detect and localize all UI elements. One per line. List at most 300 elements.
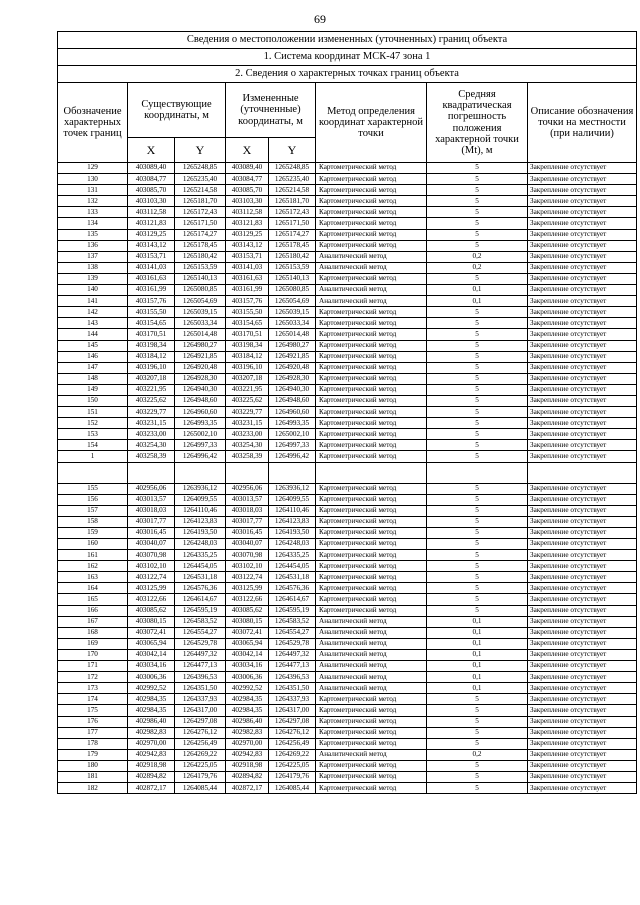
method-cell: Картометрический метод <box>316 440 427 451</box>
error-cell: 0,1 <box>427 616 528 627</box>
table-row <box>58 407 637 418</box>
changed-x-cell: 403143,12 <box>226 240 269 251</box>
method-cell: Картометрический метод <box>316 727 427 738</box>
existing-y-cell: 1264276,12 <box>175 727 226 738</box>
description-cell: Закрепление отсутствует <box>528 418 637 429</box>
existing-y-cell: 1264269,22 <box>175 749 226 760</box>
changed-x-cell: 403198,34 <box>226 340 269 351</box>
description-cell: Закрепление отсутствует <box>528 494 637 505</box>
table-title: Сведения о местоположении измененных (уточненных) границ объекта <box>58 32 637 49</box>
existing-x-cell: 403121,83 <box>128 218 175 229</box>
existing-y-cell: 1265174,27 <box>175 229 226 240</box>
error-cell: 5 <box>427 727 528 738</box>
existing-y-cell: 1265248,85 <box>175 163 226 174</box>
existing-y-cell: 1264225,05 <box>175 760 226 771</box>
changed-x-cell: 403161,63 <box>226 273 269 284</box>
point-number-cell: 137 <box>58 251 128 262</box>
changed-x-cell: 403221,95 <box>226 384 269 395</box>
error-cell: 5 <box>427 594 528 605</box>
table-row <box>58 572 637 583</box>
table-row <box>58 251 637 262</box>
table-row <box>58 307 637 318</box>
point-number-cell: 148 <box>58 373 128 384</box>
existing-y-cell: 1264193,50 <box>175 527 226 538</box>
existing-y-cell: 1265033,34 <box>175 318 226 329</box>
point-number-cell: 153 <box>58 429 128 440</box>
existing-x-cell: 403229,77 <box>128 407 175 418</box>
error-cell: 0,1 <box>427 296 528 307</box>
point-number-cell: 149 <box>58 384 128 395</box>
changed-x-cell: 403184,12 <box>226 351 269 362</box>
changed-x-cell: 403196,10 <box>226 362 269 373</box>
existing-y-cell: 1265180,42 <box>175 251 226 262</box>
changed-x-cell: 403085,70 <box>226 185 269 196</box>
existing-x-cell: 403161,99 <box>128 285 175 296</box>
changed-y-cell: 1264996,42 <box>269 451 316 462</box>
existing-x-cell: 402984,35 <box>128 705 175 716</box>
column-header-error: Средняя квадратическая погрешность положения характерной точки (Mt), м <box>427 83 528 163</box>
changed-y-cell: 1264351,50 <box>269 683 316 694</box>
error-cell: 0,1 <box>427 627 528 638</box>
error-cell: 5 <box>427 527 528 538</box>
changed-x-cell: 403006,36 <box>226 672 269 683</box>
table-row <box>58 218 637 229</box>
point-number-cell: 129 <box>58 163 128 174</box>
table-row <box>58 273 637 284</box>
table-row <box>58 262 637 273</box>
changed-y-cell: 1264940,30 <box>269 384 316 395</box>
point-number-cell: 145 <box>58 340 128 351</box>
table-row <box>58 749 637 760</box>
changed-y-cell: 1264123,83 <box>269 516 316 527</box>
section-title: 2. Сведения о характерных точках границ объекта <box>58 66 637 83</box>
existing-y-cell: 1264614,67 <box>175 594 226 605</box>
table-row <box>58 163 637 174</box>
error-cell: 5 <box>427 207 528 218</box>
changed-x-cell: 403254,30 <box>226 440 269 451</box>
existing-x-cell: 403153,71 <box>128 251 175 262</box>
changed-y-cell: 1264614,67 <box>269 594 316 605</box>
method-cell: Картометрический метод <box>316 527 427 538</box>
changed-x-cell: 402984,35 <box>226 705 269 716</box>
point-number-cell: 150 <box>58 395 128 406</box>
existing-y-cell: 1265014,48 <box>175 329 226 340</box>
point-number-cell: 182 <box>58 783 128 794</box>
point-number-cell: 164 <box>58 583 128 594</box>
table-row <box>58 384 637 395</box>
method-cell: Аналитический метод <box>316 749 427 760</box>
point-number-cell: 171 <box>58 661 128 672</box>
error-cell: 5 <box>427 373 528 384</box>
table-row <box>58 440 637 451</box>
description-cell: Закрепление отсутствует <box>528 329 637 340</box>
existing-y-cell: 1264454,05 <box>175 561 226 572</box>
table-row <box>58 738 637 749</box>
description-cell: Закрепление отсутствует <box>528 771 637 782</box>
changed-y-cell: 1265235,40 <box>269 174 316 185</box>
column-header-method: Метод определения координат характерной точки <box>316 83 427 163</box>
changed-y-cell: 1264248,03 <box>269 539 316 550</box>
existing-x-cell: 403080,15 <box>128 616 175 627</box>
existing-y-cell: 1264179,76 <box>175 771 226 782</box>
table-row <box>58 185 637 196</box>
error-cell: 0,1 <box>427 649 528 660</box>
existing-y-cell: 1264123,83 <box>175 516 226 527</box>
method-cell: Картометрический метод <box>316 307 427 318</box>
method-cell: Аналитический метод <box>316 672 427 683</box>
existing-y-cell: 1264583,52 <box>175 616 226 627</box>
changed-y-cell: 1264335,25 <box>269 550 316 561</box>
description-cell: Закрепление отсутствует <box>528 373 637 384</box>
error-cell: 5 <box>427 240 528 251</box>
point-number-cell: 178 <box>58 738 128 749</box>
error-cell: 5 <box>427 760 528 771</box>
existing-x-cell: 403157,76 <box>128 296 175 307</box>
column-header-point: Обозначение характерных точек границ <box>58 83 128 163</box>
point-number-cell: 154 <box>58 440 128 451</box>
existing-x-cell: 403065,94 <box>128 638 175 649</box>
method-cell: Картометрический метод <box>316 451 427 462</box>
empty-cell <box>128 462 175 483</box>
error-cell: 5 <box>427 738 528 749</box>
existing-x-cell: 403085,70 <box>128 185 175 196</box>
point-number-cell: 175 <box>58 705 128 716</box>
point-number-cell: 158 <box>58 516 128 527</box>
point-number-cell: 131 <box>58 185 128 196</box>
column-header-changed-y: Y <box>269 138 316 163</box>
method-cell: Картометрический метод <box>316 429 427 440</box>
page-number: 69 <box>314 12 326 26</box>
error-cell: 5 <box>427 418 528 429</box>
existing-x-cell: 403040,07 <box>128 539 175 550</box>
error-cell: 5 <box>427 329 528 340</box>
method-cell: Аналитический метод <box>316 262 427 273</box>
description-cell: Закрепление отсутствует <box>528 185 637 196</box>
changed-y-cell: 1265140,13 <box>269 273 316 284</box>
existing-x-cell: 403072,41 <box>128 627 175 638</box>
changed-x-cell: 403042,14 <box>226 649 269 660</box>
table-row <box>58 451 637 462</box>
changed-x-cell: 403085,62 <box>226 605 269 616</box>
empty-cell <box>427 462 528 483</box>
description-cell: Закрепление отсутствует <box>528 262 637 273</box>
description-cell: Закрепление отсутствует <box>528 683 637 694</box>
error-cell: 5 <box>427 550 528 561</box>
description-cell: Закрепление отсутствует <box>528 273 637 284</box>
table-row <box>58 583 637 594</box>
existing-y-cell: 1264921,85 <box>175 351 226 362</box>
point-number-cell: 130 <box>58 174 128 185</box>
changed-x-cell: 403153,71 <box>226 251 269 262</box>
changed-y-cell: 1264337,93 <box>269 694 316 705</box>
existing-x-cell: 402982,83 <box>128 727 175 738</box>
changed-x-cell: 402970,00 <box>226 738 269 749</box>
description-cell: Закрепление отсутствует <box>528 483 637 494</box>
description-cell: Закрепление отсутствует <box>528 451 637 462</box>
changed-y-cell: 1264554,27 <box>269 627 316 638</box>
existing-x-cell: 403231,15 <box>128 418 175 429</box>
description-cell: Закрепление отсутствует <box>528 516 637 527</box>
changed-y-cell: 1265172,43 <box>269 207 316 218</box>
method-cell: Аналитический метод <box>316 251 427 262</box>
changed-x-cell: 402986,40 <box>226 716 269 727</box>
point-number-cell: 138 <box>58 262 128 273</box>
existing-x-cell: 403122,66 <box>128 594 175 605</box>
point-number-cell: 141 <box>58 296 128 307</box>
existing-y-cell: 1264099,55 <box>175 494 226 505</box>
table-row <box>58 539 637 550</box>
description-cell: Закрепление отсутствует <box>528 440 637 451</box>
method-cell: Картометрический метод <box>316 196 427 207</box>
existing-x-cell: 402992,52 <box>128 683 175 694</box>
existing-x-cell: 402986,40 <box>128 716 175 727</box>
error-cell: 5 <box>427 218 528 229</box>
existing-x-cell: 403207,18 <box>128 373 175 384</box>
table-row <box>58 683 637 694</box>
point-number-cell: 136 <box>58 240 128 251</box>
existing-x-cell: 403103,30 <box>128 196 175 207</box>
description-cell: Закрепление отсутствует <box>528 672 637 683</box>
table-row <box>58 727 637 738</box>
existing-x-cell: 403006,36 <box>128 672 175 683</box>
table-row <box>58 594 637 605</box>
changed-x-cell: 403065,94 <box>226 638 269 649</box>
table-row <box>58 771 637 782</box>
changed-y-cell: 1264980,27 <box>269 340 316 351</box>
changed-y-cell: 1264454,05 <box>269 561 316 572</box>
error-cell: 0,1 <box>427 285 528 296</box>
column-header-changed: Измененные (уточненные) координаты, м <box>226 83 316 138</box>
table-row <box>58 661 637 672</box>
changed-x-cell: 403161,99 <box>226 285 269 296</box>
description-cell: Закрепление отсутствует <box>528 760 637 771</box>
existing-x-cell: 402970,00 <box>128 738 175 749</box>
description-cell: Закрепление отсутствует <box>528 240 637 251</box>
table-row <box>58 561 637 572</box>
point-number-cell: 177 <box>58 727 128 738</box>
changed-x-cell: 402872,17 <box>226 783 269 794</box>
changed-x-cell: 403207,18 <box>226 373 269 384</box>
boundary-points-table <box>57 31 637 794</box>
existing-x-cell: 403141,03 <box>128 262 175 273</box>
description-cell: Закрепление отсутствует <box>528 163 637 174</box>
changed-y-cell: 1265153,59 <box>269 262 316 273</box>
error-cell: 5 <box>427 483 528 494</box>
description-cell: Закрепление отсутствует <box>528 749 637 760</box>
method-cell: Аналитический метод <box>316 649 427 660</box>
existing-x-cell: 403125,99 <box>128 583 175 594</box>
changed-y-cell: 1263936,12 <box>269 483 316 494</box>
changed-x-cell: 402894,82 <box>226 771 269 782</box>
existing-y-cell: 1264110,46 <box>175 505 226 516</box>
changed-y-cell: 1264576,36 <box>269 583 316 594</box>
changed-y-cell: 1264085,44 <box>269 783 316 794</box>
method-cell: Картометрический метод <box>316 362 427 373</box>
description-cell: Закрепление отсутствует <box>528 174 637 185</box>
table-row <box>58 174 637 185</box>
description-cell: Закрепление отсутствует <box>528 605 637 616</box>
method-cell: Аналитический метод <box>316 627 427 638</box>
method-cell: Картометрический метод <box>316 207 427 218</box>
empty-cell <box>175 462 226 483</box>
description-cell: Закрепление отсутствует <box>528 362 637 373</box>
table-row <box>58 783 637 794</box>
error-cell: 5 <box>427 307 528 318</box>
point-number-cell: 156 <box>58 494 128 505</box>
method-cell: Картометрический метод <box>316 483 427 494</box>
changed-y-cell: 1265171,50 <box>269 218 316 229</box>
existing-x-cell: 403221,95 <box>128 384 175 395</box>
changed-y-cell: 1265214,58 <box>269 185 316 196</box>
existing-y-cell: 1264297,08 <box>175 716 226 727</box>
changed-y-cell: 1264960,60 <box>269 407 316 418</box>
changed-y-cell: 1265002,10 <box>269 429 316 440</box>
existing-x-cell: 402984,35 <box>128 694 175 705</box>
description-cell: Закрепление отсутствует <box>528 395 637 406</box>
error-cell: 5 <box>427 407 528 418</box>
coordinate-system-title: 1. Система координат МСК-47 зона 1 <box>58 49 637 66</box>
existing-y-cell: 1265054,69 <box>175 296 226 307</box>
table-row <box>58 351 637 362</box>
point-number-cell: 160 <box>58 539 128 550</box>
error-cell: 0,1 <box>427 661 528 672</box>
changed-y-cell: 1264193,50 <box>269 527 316 538</box>
method-cell: Картометрический метод <box>316 174 427 185</box>
point-number-cell: 134 <box>58 218 128 229</box>
existing-x-cell: 403089,40 <box>128 163 175 174</box>
table-row <box>58 616 637 627</box>
method-cell: Картометрический метод <box>316 594 427 605</box>
error-cell: 5 <box>427 229 528 240</box>
existing-x-cell: 402872,17 <box>128 783 175 794</box>
error-cell: 5 <box>427 196 528 207</box>
error-cell: 0,1 <box>427 638 528 649</box>
existing-y-cell: 1264554,27 <box>175 627 226 638</box>
existing-x-cell: 403084,77 <box>128 174 175 185</box>
changed-x-cell: 403229,77 <box>226 407 269 418</box>
group-separator-row <box>58 462 637 483</box>
existing-y-cell: 1264351,50 <box>175 683 226 694</box>
existing-y-cell: 1264337,93 <box>175 694 226 705</box>
existing-x-cell: 403018,03 <box>128 505 175 516</box>
description-cell: Закрепление отсутствует <box>528 407 637 418</box>
changed-y-cell: 1265054,69 <box>269 296 316 307</box>
changed-x-cell: 403112,58 <box>226 207 269 218</box>
method-cell: Картометрический метод <box>316 240 427 251</box>
table-row <box>58 285 637 296</box>
description-cell: Закрепление отсутствует <box>528 207 637 218</box>
empty-cell <box>528 462 637 483</box>
point-number-cell: 176 <box>58 716 128 727</box>
existing-y-cell: 1264576,36 <box>175 583 226 594</box>
description-cell: Закрепление отсутствует <box>528 694 637 705</box>
changed-x-cell: 403016,45 <box>226 527 269 538</box>
existing-y-cell: 1264085,44 <box>175 783 226 794</box>
table-row <box>58 627 637 638</box>
table-row <box>58 373 637 384</box>
changed-x-cell: 403070,98 <box>226 550 269 561</box>
changed-x-cell: 402984,35 <box>226 694 269 705</box>
existing-y-cell: 1264477,13 <box>175 661 226 672</box>
changed-x-cell: 403233,00 <box>226 429 269 440</box>
empty-cell <box>226 462 269 483</box>
description-cell: Закрепление отсутствует <box>528 583 637 594</box>
point-number-cell: 159 <box>58 527 128 538</box>
existing-y-cell: 1264396,53 <box>175 672 226 683</box>
table-row <box>58 429 637 440</box>
changed-x-cell: 403125,99 <box>226 583 269 594</box>
existing-x-cell: 403034,16 <box>128 661 175 672</box>
changed-y-cell: 1264497,32 <box>269 649 316 660</box>
changed-y-cell: 1264928,30 <box>269 373 316 384</box>
error-cell: 5 <box>427 163 528 174</box>
error-cell: 5 <box>427 605 528 616</box>
method-cell: Картометрический метод <box>316 716 427 727</box>
error-cell: 5 <box>427 716 528 727</box>
method-cell: Аналитический метод <box>316 285 427 296</box>
description-cell: Закрепление отсутствует <box>528 229 637 240</box>
existing-x-cell: 403042,14 <box>128 649 175 660</box>
error-cell: 5 <box>427 185 528 196</box>
error-cell: 5 <box>427 494 528 505</box>
table-body <box>58 163 637 794</box>
method-cell: Картометрический метод <box>316 760 427 771</box>
point-number-cell: 162 <box>58 561 128 572</box>
existing-y-cell: 1264920,48 <box>175 362 226 373</box>
description-cell: Закрепление отсутствует <box>528 550 637 561</box>
point-number-cell: 135 <box>58 229 128 240</box>
error-cell: 5 <box>427 318 528 329</box>
changed-x-cell: 402956,06 <box>226 483 269 494</box>
existing-y-cell: 1265039,15 <box>175 307 226 318</box>
method-cell: Картометрический метод <box>316 550 427 561</box>
existing-x-cell: 403070,98 <box>128 550 175 561</box>
existing-x-cell: 403154,65 <box>128 318 175 329</box>
table-row <box>58 494 637 505</box>
changed-x-cell: 403141,03 <box>226 262 269 273</box>
existing-x-cell: 403198,34 <box>128 340 175 351</box>
point-number-cell: 166 <box>58 605 128 616</box>
changed-x-cell: 402992,52 <box>226 683 269 694</box>
description-cell: Закрепление отсутствует <box>528 561 637 572</box>
method-cell: Картометрический метод <box>316 771 427 782</box>
changed-x-cell: 403072,41 <box>226 627 269 638</box>
point-number-cell: 165 <box>58 594 128 605</box>
existing-y-cell: 1265181,70 <box>175 196 226 207</box>
method-cell: Картометрический метод <box>316 783 427 794</box>
method-cell: Картометрический метод <box>316 516 427 527</box>
changed-y-cell: 1264110,46 <box>269 505 316 516</box>
changed-x-cell: 403080,15 <box>226 616 269 627</box>
existing-x-cell: 403155,50 <box>128 307 175 318</box>
existing-y-cell: 1265178,45 <box>175 240 226 251</box>
method-cell: Картометрический метод <box>316 694 427 705</box>
existing-y-cell: 1264248,03 <box>175 539 226 550</box>
empty-cell <box>316 462 427 483</box>
changed-y-cell: 1265080,85 <box>269 285 316 296</box>
point-number-cell: 155 <box>58 483 128 494</box>
existing-y-cell: 1264997,33 <box>175 440 226 451</box>
existing-y-cell: 1265171,50 <box>175 218 226 229</box>
method-cell: Картометрический метод <box>316 605 427 616</box>
error-cell: 5 <box>427 561 528 572</box>
changed-x-cell: 403034,16 <box>226 661 269 672</box>
method-cell: Картометрический метод <box>316 229 427 240</box>
method-cell: Картометрический метод <box>316 572 427 583</box>
existing-y-cell: 1264940,30 <box>175 384 226 395</box>
description-cell: Закрепление отсутствует <box>528 638 637 649</box>
existing-y-cell: 1265140,13 <box>175 273 226 284</box>
